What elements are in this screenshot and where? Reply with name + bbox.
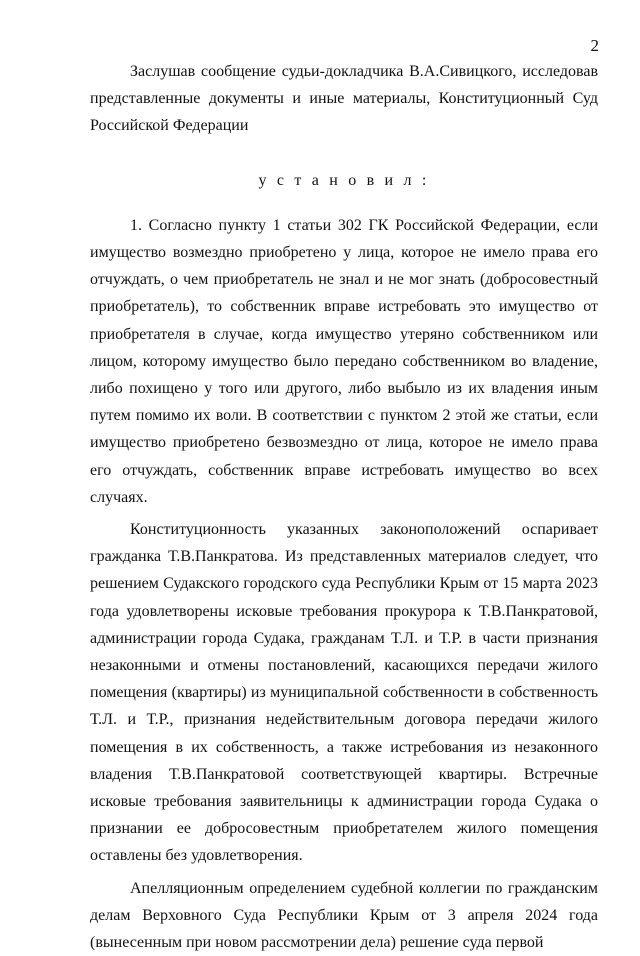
- document-body: [90, 58, 598, 956]
- paragraph-1: 1. Согласно пункту 1 статьи 302 ГК Российской Федерации, если имущество возмездно приобретено у лица, которое не имело права его отчуждать, о чем приобретатель не знал и не мог знать (добросовестный приобретатель), то собственник вправе истребовать это имущество от приобретателя в случае, когда имущество утеряно собственником или лицом, которому имущество было передано собственником во владение, либо похищено у того или другого, либо выбыло из их владения иным путем помимо их воли. В соответствии с пунктом 2 этой же статьи, если имущество приобретено безвозмездно от лица, которое не имело права его отчуждать, собственник вправе истребовать имущество во всех случаях.: [90, 216, 598, 506]
- page-number: 2: [590, 36, 599, 55]
- paragraph-3: Апелляционным определением судебной коллегии по гражданским делам Верховного Суда Республики Крым от 3 апреля 2024 года (вынесенным при новом рассмотрении дела) решение суда первой: [90, 879, 598, 952]
- ruling-heading: у с т а н о в и л :: [258, 171, 430, 189]
- paragraph-2: Конституционность указанных законоположений оспаривает гражданка Т.В.Панкратова. Из представленных материалов следует, что решением Судакского городского суда Республики Крым от 15 марта 2023 года удовлетворены исковые требования прокурора к Т.В.Панкратовой, администрации города Судака, гражданам Т.Л. и Т.Р. в части признания незаконными и отмены постановлений, касающихся передачи жилого помещения (квартиры) из муниципальной собственности в собственность Т.Л. и Т.Р., признания недействительным договора передачи жилого помещения в их собственность, а также истребования из незаконного владения Т.В.Панкратовой соответствующей квартиры. Встречные исковые требования заявительницы к администрации города Судака о признании ее добросовестным приобретателем жилого помещения оставлены без удовлетворения.: [90, 521, 598, 865]
- intro-paragraph: Заслушав сообщение судьи-докладчика В.А.Сивицкого, исследовав представленные документы и иные материалы, Конституционный Суд Российской Федерации: [90, 63, 598, 135]
